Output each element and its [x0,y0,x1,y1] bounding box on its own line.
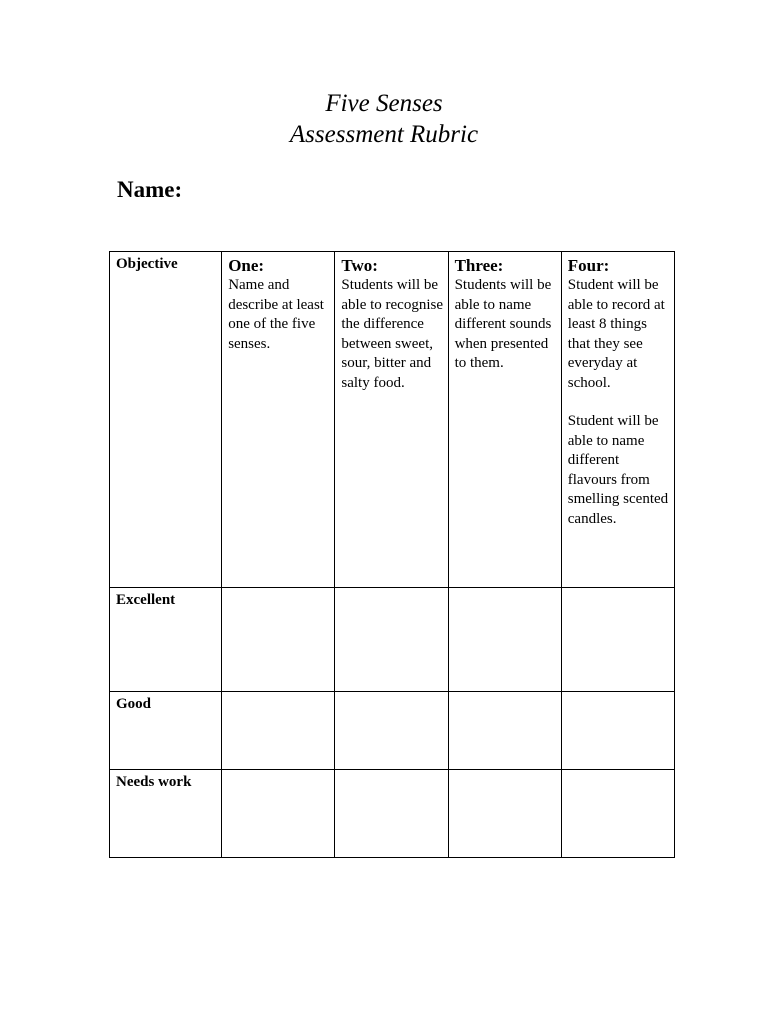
level-four-description-2: Student will be able to name different flavours from smelling scented candles. [567,413,669,527]
level-one-cell [222,252,335,588]
rubric-header-row [110,252,675,588]
row-label-good: Good [110,692,222,770]
rubric-row-good [110,692,675,770]
rubric-cell[interactable] [335,692,448,770]
title-line-1: Five Senses [325,90,443,117]
rubric-cell[interactable] [561,588,674,692]
level-three-title: Three: [454,256,504,275]
level-four-description-1: Student will be able to record at least 8 things that they see everyday at school. [567,277,665,391]
name-label: Name: [117,177,183,202]
level-three-description: Students will be able to name different sounds when presented to them. [454,277,552,371]
title-line-2: Assessment Rubric [289,121,479,148]
level-two-cell [335,252,448,588]
row-label-needs-work: Needs work [110,770,222,858]
rubric-cell[interactable] [448,770,561,858]
rubric-cell[interactable] [448,588,561,692]
level-one-description: Name and describe at least one of the five senses. [228,277,324,352]
rubric-row-excellent [110,588,675,692]
rubric-cell[interactable] [222,770,335,858]
level-four-cell [561,252,674,588]
level-three-cell [448,252,561,588]
level-four-title: Four: [567,256,610,275]
document-title [0,88,768,150]
rubric-cell[interactable] [335,588,448,692]
rubric-row-needs-work [110,770,675,858]
rubric-cell[interactable] [222,588,335,692]
rubric-cell[interactable] [335,770,448,858]
level-one-title: One: [228,256,265,275]
rubric-table [109,251,675,858]
rubric-cell[interactable] [561,692,674,770]
objective-label: Objective [110,252,222,588]
rubric-cell[interactable] [561,770,674,858]
rubric-cell[interactable] [448,692,561,770]
rubric-cell[interactable] [222,692,335,770]
row-label-excellent: Excellent [110,588,222,692]
level-two-description: Students will be able to recognise the difference between sweet, sour, bitter and salty food. [341,277,443,391]
level-two-title: Two: [341,256,378,275]
